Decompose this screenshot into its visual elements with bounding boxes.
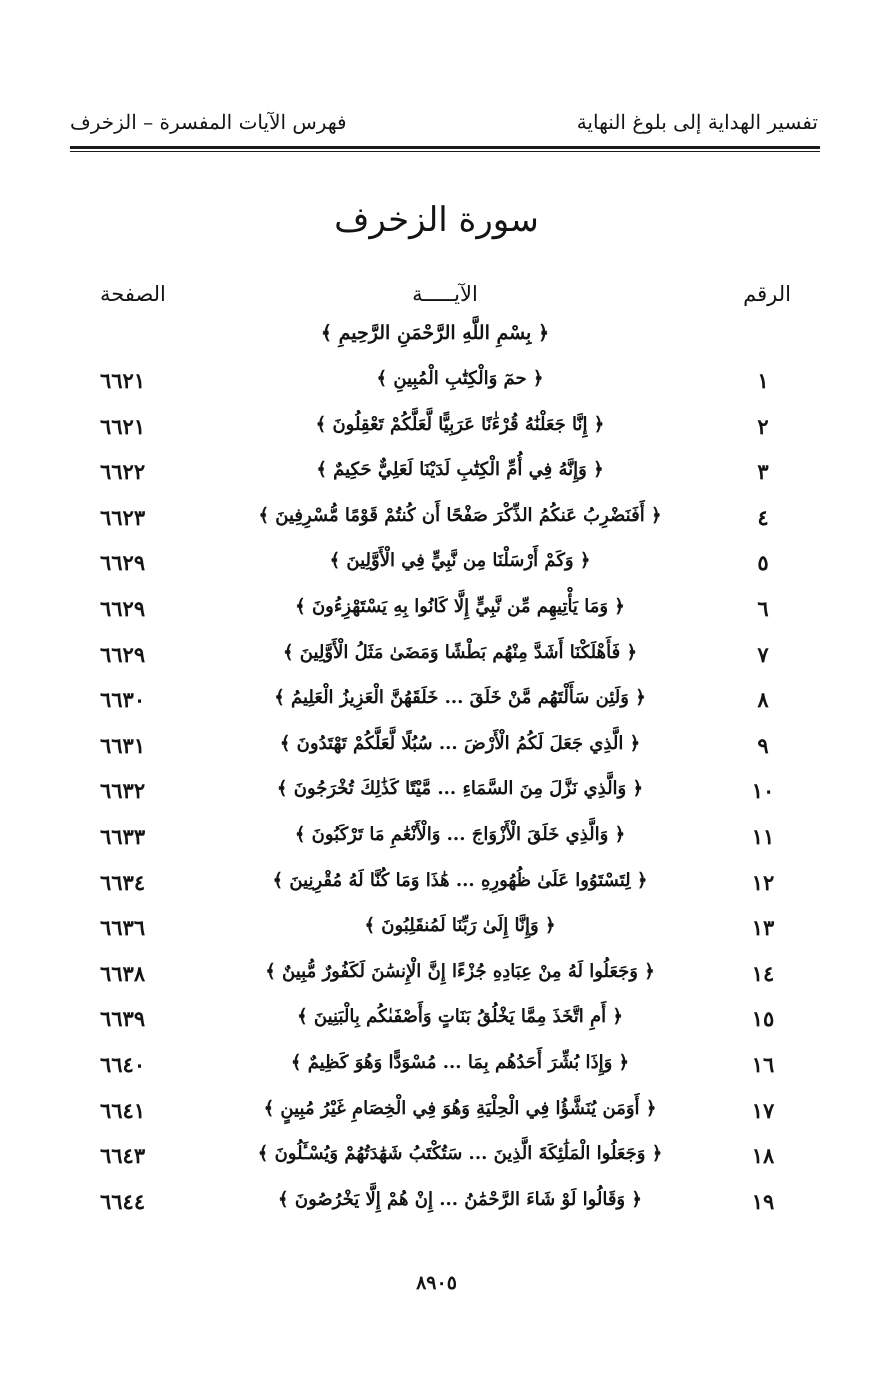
column-header-verse: الآيـــــة bbox=[412, 282, 478, 306]
table-row bbox=[0, 768, 873, 814]
page-reference: ٦٦٤٤ bbox=[100, 1188, 146, 1214]
verse-text: ﴿ وَمَا يَأْتِيهِم مِّن نَّبِيٍّ إِلَّا كَانُوا بِهِ يَسْتَهْزِءُونَ ﴾ bbox=[295, 596, 625, 617]
verse-text: ﴿ وَكَمْ أَرْسَلْنَا مِن نَّبِيٍّ فِي الْأَوَّلِينَ ﴾ bbox=[329, 550, 591, 572]
verse-number: ١٨ bbox=[751, 1143, 775, 1169]
verse-text: ﴿ أَمِ اتَّخَذَ مِمَّا يَخْلُقُ بَنَاتٍ وَأَصْفَىٰكُم بِالْبَنِينَ ﴾ bbox=[297, 1006, 623, 1028]
verse-number: ٨ bbox=[757, 687, 769, 713]
table-row bbox=[0, 677, 873, 723]
table-row bbox=[0, 905, 873, 951]
table-row bbox=[0, 1088, 873, 1134]
page-reference: ٦٦٣٨ bbox=[100, 960, 146, 986]
verse-number: ٩ bbox=[757, 732, 769, 758]
verse-number: ١١ bbox=[751, 824, 775, 849]
verse-text: ﴿ وَإِنَّا إِلَىٰ رَبِّنَا لَمُنقَلِبُونَ ﴾ bbox=[364, 915, 556, 937]
verse-number: ١٩ bbox=[751, 1188, 775, 1214]
table-row bbox=[0, 540, 873, 586]
basmala: ﴿ بِسْمِ اللَّهِ الرَّحْمَنِ الرَّحِيمِ ﴾ bbox=[320, 322, 550, 344]
verse-text: ﴿ أَفَنَضْرِبُ عَنكُمُ الذِّكْرَ صَفْحًا أَن كُنتُمْ قَوْمًا مُّسْرِفِينَ ﴾ bbox=[258, 504, 662, 526]
verse-text: ﴿ وَجَعَلُوا الْمَلَٰئِكَةَ الَّذِينَ ... سَتُكْتَبُ شَهَٰدَتُهُمْ وَيُسْـَٔلُونَ ﴾ bbox=[257, 1143, 663, 1165]
verse-number: ١٠ bbox=[751, 778, 775, 804]
verse-number: ١٣ bbox=[751, 915, 775, 941]
page-reference: ٦٦٢٩ bbox=[100, 550, 146, 576]
page-reference: ٦٦٤٠ bbox=[100, 1052, 146, 1077]
verse-number: ١٥ bbox=[751, 1006, 775, 1032]
verse-text: ﴿ حمٓ وَالْكِتَٰبِ الْمُبِينِ ﴾ bbox=[376, 368, 544, 389]
verse-text: ﴿ وَقَالُوا لَوْ شَاءَ الرَّحْمَٰنُ ... إِنْ هُمْ إِلَّا يَخْرُصُونَ ﴾ bbox=[278, 1188, 642, 1210]
page-number: ٨٩٠٥ bbox=[416, 1272, 457, 1294]
table-row bbox=[0, 1042, 873, 1088]
verse-number: ١٢ bbox=[751, 869, 775, 895]
verse-text: ﴿ وَالَّذِي خَلَقَ الْأَزْوَاجَ ... وَالْأَنْعَٰمِ مَا تَرْكَبُونَ ﴾ bbox=[294, 824, 626, 845]
table-row bbox=[0, 495, 873, 541]
section-title: فهرس الآيات المفسرة – الزخرف bbox=[70, 110, 347, 134]
verse-text: ﴿ الَّذِي جَعَلَ لَكُمُ الْأَرْضَ ... سُبُلًا لَّعَلَّكُمْ تَهْتَدُونَ ﴾ bbox=[279, 732, 641, 754]
verse-text: ﴿ وَلَئِن سَأَلْتَهُم مَّنْ خَلَقَ ... خَلَقَهُنَّ الْعَزِيزُ الْعَلِيمُ ﴾ bbox=[274, 687, 646, 709]
verse-text: ﴿ وَإِنَّهُ فِي أُمِّ الْكِتَٰبِ لَدَيْنَا لَعَلِيٌّ حَكِيمٌ ﴾ bbox=[316, 459, 604, 481]
verse-number: ١٦ bbox=[751, 1052, 775, 1077]
verse-text: ﴿ وَإِذَا بُشِّرَ أَحَدُهُم بِمَا ... مُسْوَدًّا وَهُوَ كَظِيمٌ ﴾ bbox=[290, 1052, 630, 1073]
table-row bbox=[0, 449, 873, 495]
table-row bbox=[0, 996, 873, 1042]
verse-number: ٢ bbox=[757, 413, 769, 439]
verse-text: ﴿ فَأَهْلَكْنَا أَشَدَّ مِنْهُم بَطْشًا وَمَضَىٰ مَثَلُ الْأَوَّلِينَ ﴾ bbox=[282, 641, 638, 663]
table-row bbox=[0, 951, 873, 997]
verse-text: ﴿ لِتَسْتَوُوا عَلَىٰ ظُهُورِهِ ... هَٰذَا وَمَا كُنَّا لَهُ مُقْرِنِينَ ﴾ bbox=[272, 869, 648, 891]
page-reference: ٦٦٣٦ bbox=[100, 915, 146, 941]
table-row bbox=[0, 586, 873, 632]
verse-text: ﴿ وَجَعَلُوا لَهُ مِنْ عِبَادِهِ جُزْءًا إِنَّ الْإِنسَٰنَ لَكَفُورٌ مُّبِينٌ ﴾ bbox=[265, 960, 655, 982]
header-rule-thin bbox=[70, 151, 820, 152]
verse-number: ٣ bbox=[757, 459, 769, 485]
table-row bbox=[0, 1133, 873, 1179]
table-row bbox=[0, 404, 873, 450]
page-reference: ٦٦٢١ bbox=[100, 413, 146, 439]
column-header-page: الصفحة bbox=[100, 282, 166, 306]
verse-number: ٧ bbox=[757, 641, 769, 667]
verse-number: ٦ bbox=[757, 596, 769, 621]
page-reference: ٦٦٣١ bbox=[100, 732, 146, 758]
verse-number: ٤ bbox=[757, 504, 769, 530]
page-reference: ٦٦٣٩ bbox=[100, 1006, 146, 1032]
table-row bbox=[0, 632, 873, 678]
page-reference: ٦٦٣٤ bbox=[100, 869, 146, 895]
page-reference: ٦٦٢٢ bbox=[100, 459, 146, 485]
book-title: تفسير الهداية إلى بلوغ النهاية bbox=[576, 110, 818, 134]
page-reference: ٦٦٤١ bbox=[100, 1097, 146, 1123]
page-reference: ٦٦٣٣ bbox=[100, 824, 146, 849]
table-row bbox=[0, 860, 873, 906]
header-rule bbox=[70, 146, 820, 149]
page-reference: ٦٦٢١ bbox=[100, 368, 146, 393]
page-reference: ٦٦٢٩ bbox=[100, 596, 146, 621]
page-reference: ٦٦٣٢ bbox=[100, 778, 146, 804]
surah-title: سورة الزخرف bbox=[334, 200, 539, 240]
verse-text: ﴿ وَالَّذِي نَزَّلَ مِنَ السَّمَاءِ ... مَّيْتًا كَذَٰلِكَ تُخْرَجُونَ ﴾ bbox=[276, 778, 644, 800]
table-row bbox=[0, 814, 873, 860]
verse-number: ١٧ bbox=[751, 1097, 775, 1123]
running-header bbox=[70, 110, 818, 140]
verse-number: ١٤ bbox=[751, 960, 775, 986]
page-reference: ٦٦٣٠ bbox=[100, 687, 146, 713]
verse-number: ٥ bbox=[757, 550, 769, 576]
verse-number: ١ bbox=[757, 368, 769, 393]
page-reference: ٦٦٢٣ bbox=[100, 504, 146, 530]
table-row bbox=[0, 1179, 873, 1225]
page-reference: ٦٦٢٩ bbox=[100, 641, 146, 667]
column-header-number: الرقم bbox=[743, 282, 791, 306]
page-reference: ٦٦٤٣ bbox=[100, 1143, 146, 1169]
table-row bbox=[0, 723, 873, 769]
table-row bbox=[0, 358, 873, 404]
verse-text: ﴿ أَوَمَن يُنَشَّؤُا فِي الْحِلْيَةِ وَهُوَ فِي الْخِصَامِ غَيْرُ مُبِينٍ ﴾ bbox=[263, 1097, 657, 1119]
verse-text: ﴿ إِنَّا جَعَلْنَٰهُ قُرْءَٰنًا عَرَبِيًّا لَّعَلَّكُمْ تَعْقِلُونَ ﴾ bbox=[315, 413, 605, 435]
